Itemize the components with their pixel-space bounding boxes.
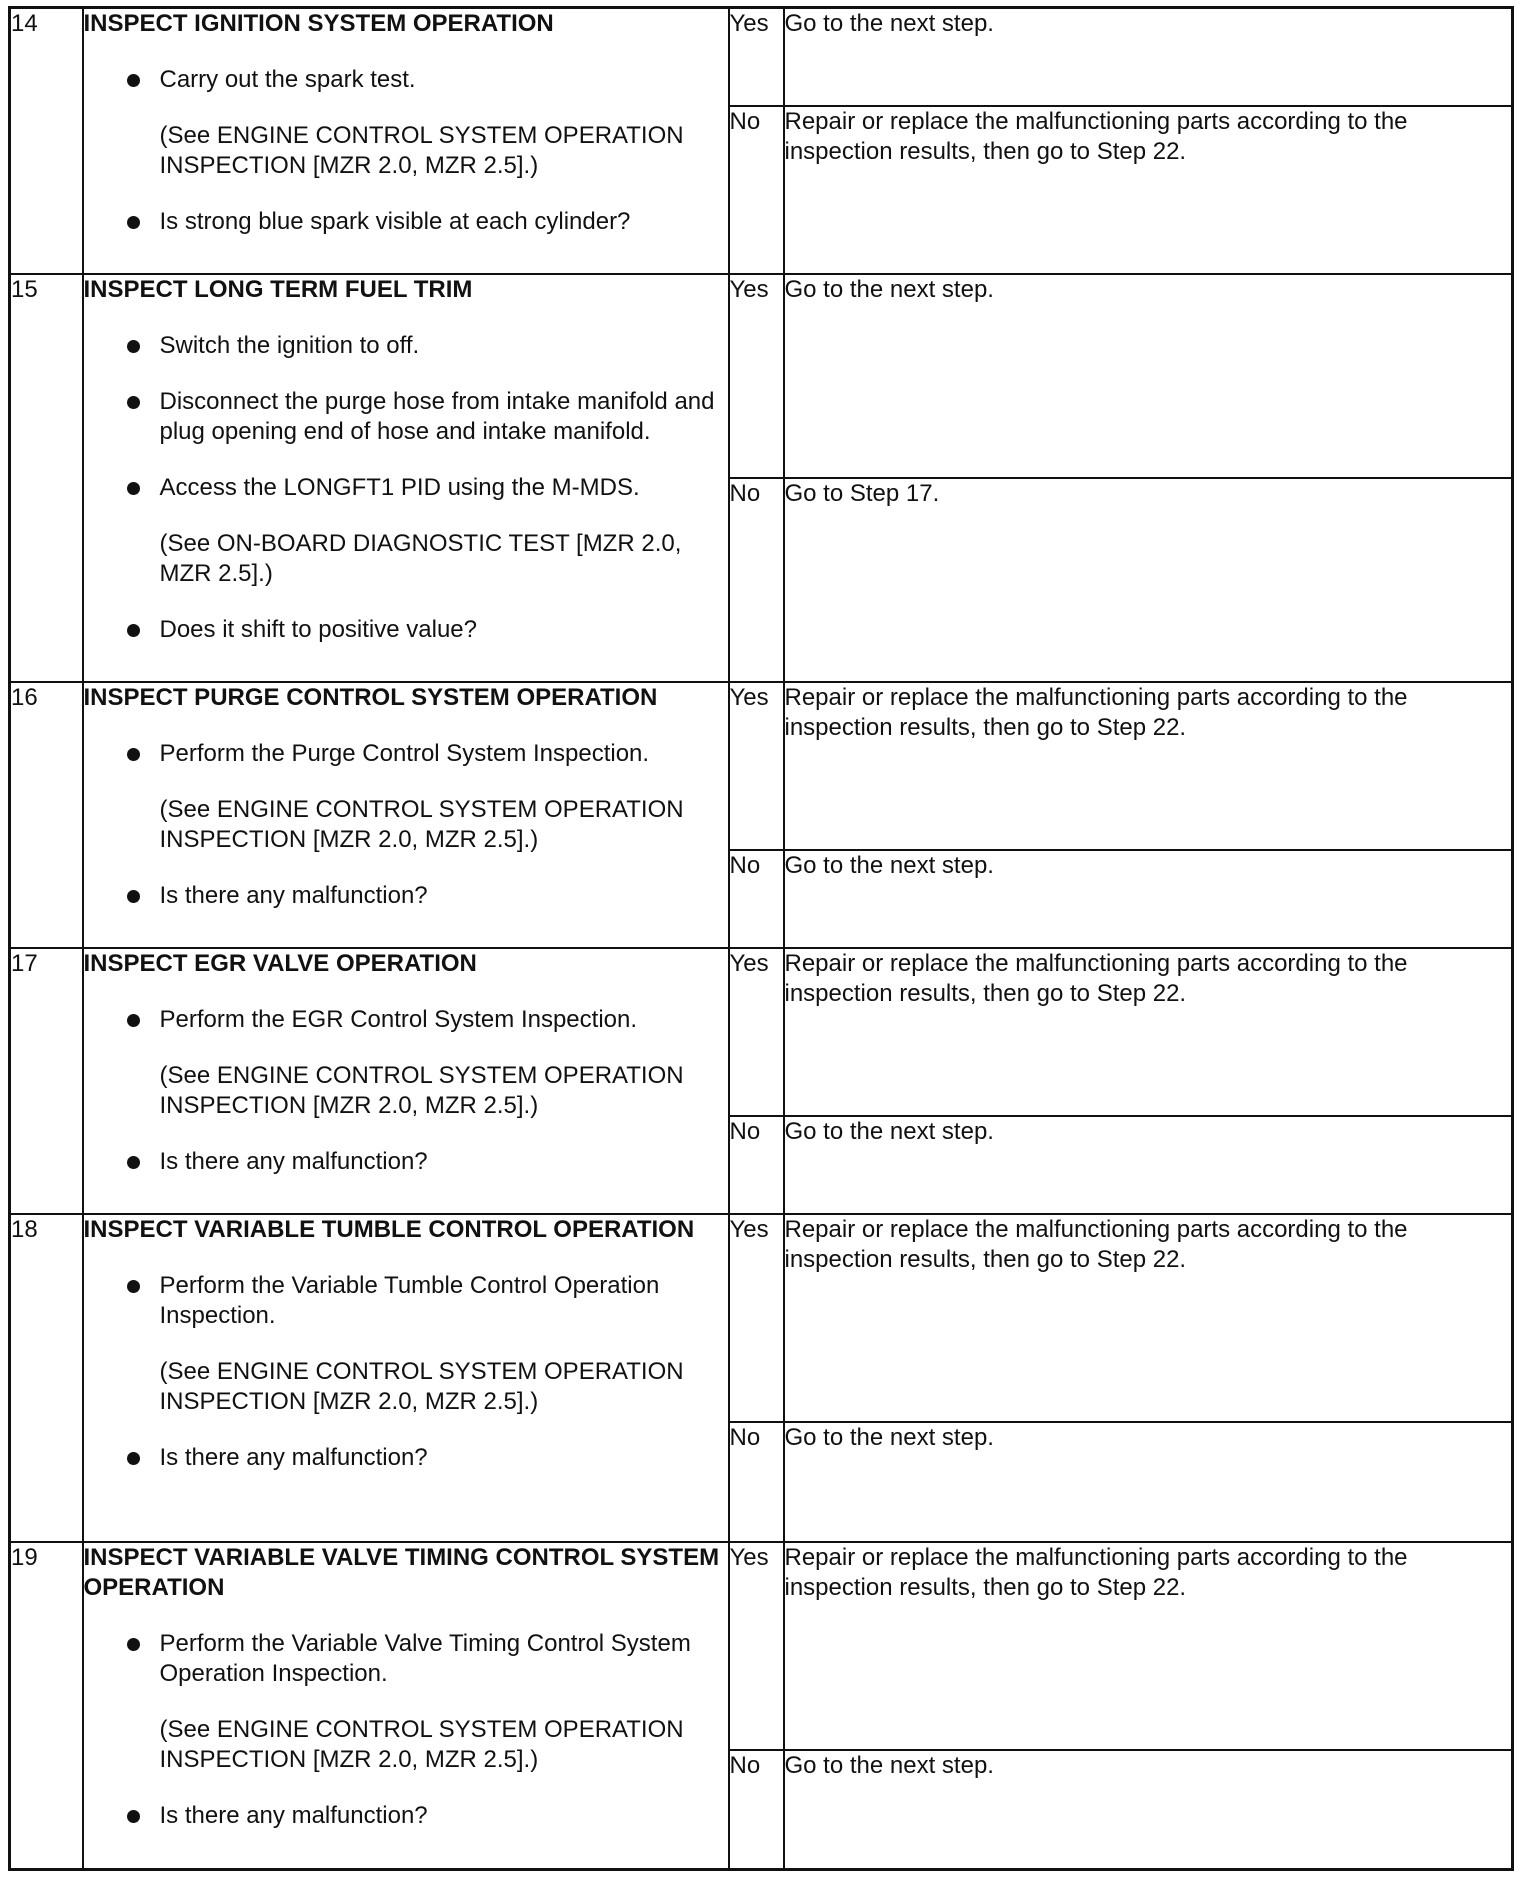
troubleshooting-sheet xyxy=(8,6,1511,1870)
yes-label: Yes xyxy=(729,274,784,478)
yes-result: Go to the next step. xyxy=(784,274,1513,478)
bullet-dot-icon xyxy=(127,1280,140,1293)
step-row-yes xyxy=(10,274,1513,478)
note-text: (See ENGINE CONTROL SYSTEM OPERATION INSPECTION [MZR 2.0, MZR 2.5].) xyxy=(159,1715,684,1773)
step-number: 16 xyxy=(10,682,83,948)
spacer xyxy=(84,713,728,739)
no-label: No xyxy=(729,478,784,682)
step-number: 17 xyxy=(10,948,83,1214)
no-result: Go to the next step. xyxy=(784,1750,1513,1870)
step-action xyxy=(83,948,729,1214)
note-text: (See ENGINE CONTROL SYSTEM OPERATION INSPECTION [MZR 2.0, MZR 2.5].) xyxy=(159,1357,684,1415)
step-action xyxy=(83,1214,729,1542)
no-label: No xyxy=(729,1750,784,1870)
reference-note xyxy=(84,1715,728,1775)
yes-label: Yes xyxy=(729,682,784,850)
bullet-dot-icon xyxy=(127,890,140,903)
bullet-dot-icon xyxy=(127,1810,140,1823)
reference-note xyxy=(84,529,728,589)
step-row-yes xyxy=(10,1214,1513,1422)
yes-label: Yes xyxy=(729,8,784,106)
bullet-item xyxy=(84,615,728,645)
steps-table-body xyxy=(10,8,1513,1870)
bullet-item xyxy=(84,1801,728,1831)
step-title: INSPECT EGR VALVE OPERATION xyxy=(83,949,477,977)
step-number: 19 xyxy=(10,1542,83,1870)
yes-result: Repair or replace the malfunctioning parts according to the inspection results, then go to Step 22. xyxy=(784,1542,1513,1750)
no-label: No xyxy=(729,1422,784,1542)
step-row-yes xyxy=(10,1542,1513,1750)
no-label: No xyxy=(729,850,784,948)
spacer xyxy=(84,1035,728,1061)
step-title: INSPECT PURGE CONTROL SYSTEM OPERATION xyxy=(83,683,658,711)
bullet-item xyxy=(84,1629,728,1689)
bullet-item xyxy=(84,207,728,237)
reference-note xyxy=(84,795,728,855)
step-action xyxy=(83,8,729,274)
bullet-text: Is there any malfunction? xyxy=(159,1801,428,1829)
spacer xyxy=(84,181,728,207)
yes-result: Go to the next step. xyxy=(784,8,1513,106)
step-title: INSPECT IGNITION SYSTEM OPERATION xyxy=(83,10,554,37)
step-action xyxy=(83,682,729,948)
yes-label: Yes xyxy=(729,1214,784,1422)
spacer xyxy=(84,447,728,473)
bullet-text: Is there any malfunction? xyxy=(159,881,428,909)
reference-note xyxy=(84,121,728,181)
step-title: INSPECT LONG TERM FUEL TRIM xyxy=(83,275,473,303)
diagnostic-steps-table xyxy=(8,6,1514,1871)
reference-note xyxy=(84,1061,728,1121)
no-result: Go to the next step. xyxy=(784,850,1513,948)
reference-note xyxy=(84,1357,728,1417)
bullet-text: Disconnect the purge hose from intake manifold and plug opening end of hose and intake manifold. xyxy=(159,387,715,445)
spacer xyxy=(84,979,728,1005)
no-result: Go to Step 17. xyxy=(784,478,1513,682)
spacer xyxy=(84,1603,728,1629)
spacer xyxy=(84,1775,728,1801)
bullet-dot-icon xyxy=(127,1638,140,1651)
yes-result: Repair or replace the malfunctioning parts according to the inspection results, then go to Step 22. xyxy=(784,948,1513,1116)
spacer xyxy=(84,1417,728,1443)
bullet-item xyxy=(84,881,728,911)
step-action xyxy=(83,274,729,682)
spacer xyxy=(84,39,728,65)
bullet-dot-icon xyxy=(127,1014,140,1027)
yes-label: Yes xyxy=(729,1542,784,1750)
spacer xyxy=(84,589,728,615)
bullet-text: Perform the Variable Valve Timing Control System Operation Inspection. xyxy=(159,1629,691,1687)
spacer xyxy=(84,95,728,121)
bullet-text: Switch the ignition to off. xyxy=(159,331,420,359)
bullet-text: Perform the EGR Control System Inspection. xyxy=(159,1005,638,1033)
step-action xyxy=(83,1542,729,1870)
step-row-yes xyxy=(10,682,1513,850)
bullet-text: Perform the Purge Control System Inspection. xyxy=(159,739,650,767)
spacer xyxy=(84,1331,728,1357)
note-text: (See ENGINE CONTROL SYSTEM OPERATION INSPECTION [MZR 2.0, MZR 2.5].) xyxy=(159,122,684,179)
spacer xyxy=(84,503,728,529)
step-title: INSPECT VARIABLE TUMBLE CONTROL OPERATION xyxy=(83,1215,695,1243)
yes-result: Repair or replace the malfunctioning parts according to the inspection results, then go to Step 22. xyxy=(784,1214,1513,1422)
bullet-text: Is strong blue spark visible at each cylinder? xyxy=(159,208,631,235)
step-number: 18 xyxy=(10,1214,83,1542)
no-label: No xyxy=(729,106,784,274)
bullet-dot-icon xyxy=(127,396,140,409)
bullet-dot-icon xyxy=(127,216,140,229)
spacer xyxy=(84,855,728,881)
bullet-text: Does it shift to positive value? xyxy=(159,615,477,643)
step-number: 15 xyxy=(10,274,83,682)
yes-label: Yes xyxy=(729,948,784,1116)
bullet-dot-icon xyxy=(127,482,140,495)
bullet-text: Is there any malfunction? xyxy=(159,1443,428,1471)
spacer xyxy=(84,769,728,795)
bullet-item xyxy=(84,739,728,769)
step-number: 14 xyxy=(10,8,83,274)
bullet-item xyxy=(84,1147,728,1177)
yes-result: Repair or replace the malfunctioning parts according to the inspection results, then go to Step 22. xyxy=(784,682,1513,850)
no-result: Go to the next step. xyxy=(784,1422,1513,1542)
bullet-text: Access the LONGFT1 PID using the M-MDS. xyxy=(159,473,640,501)
bullet-dot-icon xyxy=(127,1156,140,1169)
bullet-dot-icon xyxy=(127,624,140,637)
bullet-item xyxy=(84,473,728,503)
bullet-item xyxy=(84,331,728,361)
bullet-text: Is there any malfunction? xyxy=(159,1147,428,1175)
bullet-text: Carry out the spark test. xyxy=(159,66,416,93)
step-row-yes xyxy=(10,948,1513,1116)
spacer xyxy=(84,1245,728,1271)
bullet-text: Perform the Variable Tumble Control Operation Inspection. xyxy=(159,1271,660,1329)
step-title: INSPECT VARIABLE VALVE TIMING CONTROL SYSTEM OPERATION xyxy=(83,1543,720,1601)
note-text: (See ON-BOARD DIAGNOSTIC TEST [MZR 2.0, MZR 2.5].) xyxy=(159,529,682,587)
no-label: No xyxy=(729,1116,784,1214)
bullet-item xyxy=(84,1271,728,1331)
bullet-dot-icon xyxy=(127,748,140,761)
note-text: (See ENGINE CONTROL SYSTEM OPERATION INSPECTION [MZR 2.0, MZR 2.5].) xyxy=(159,1061,684,1119)
spacer xyxy=(84,1121,728,1147)
note-text: (See ENGINE CONTROL SYSTEM OPERATION INSPECTION [MZR 2.0, MZR 2.5].) xyxy=(159,795,684,853)
bullet-item xyxy=(84,65,728,95)
bullet-item xyxy=(84,387,728,447)
bullet-dot-icon xyxy=(127,74,140,87)
bullet-dot-icon xyxy=(127,340,140,353)
bullet-item xyxy=(84,1443,728,1473)
step-row-yes xyxy=(10,8,1513,106)
spacer xyxy=(84,305,728,331)
no-result: Go to the next step. xyxy=(784,1116,1513,1214)
spacer xyxy=(84,361,728,387)
bullet-dot-icon xyxy=(127,1452,140,1465)
no-result: Repair or replace the malfunctioning parts according to the inspection results, then go to Step 22. xyxy=(784,106,1513,274)
spacer xyxy=(84,1689,728,1715)
bullet-item xyxy=(84,1005,728,1035)
